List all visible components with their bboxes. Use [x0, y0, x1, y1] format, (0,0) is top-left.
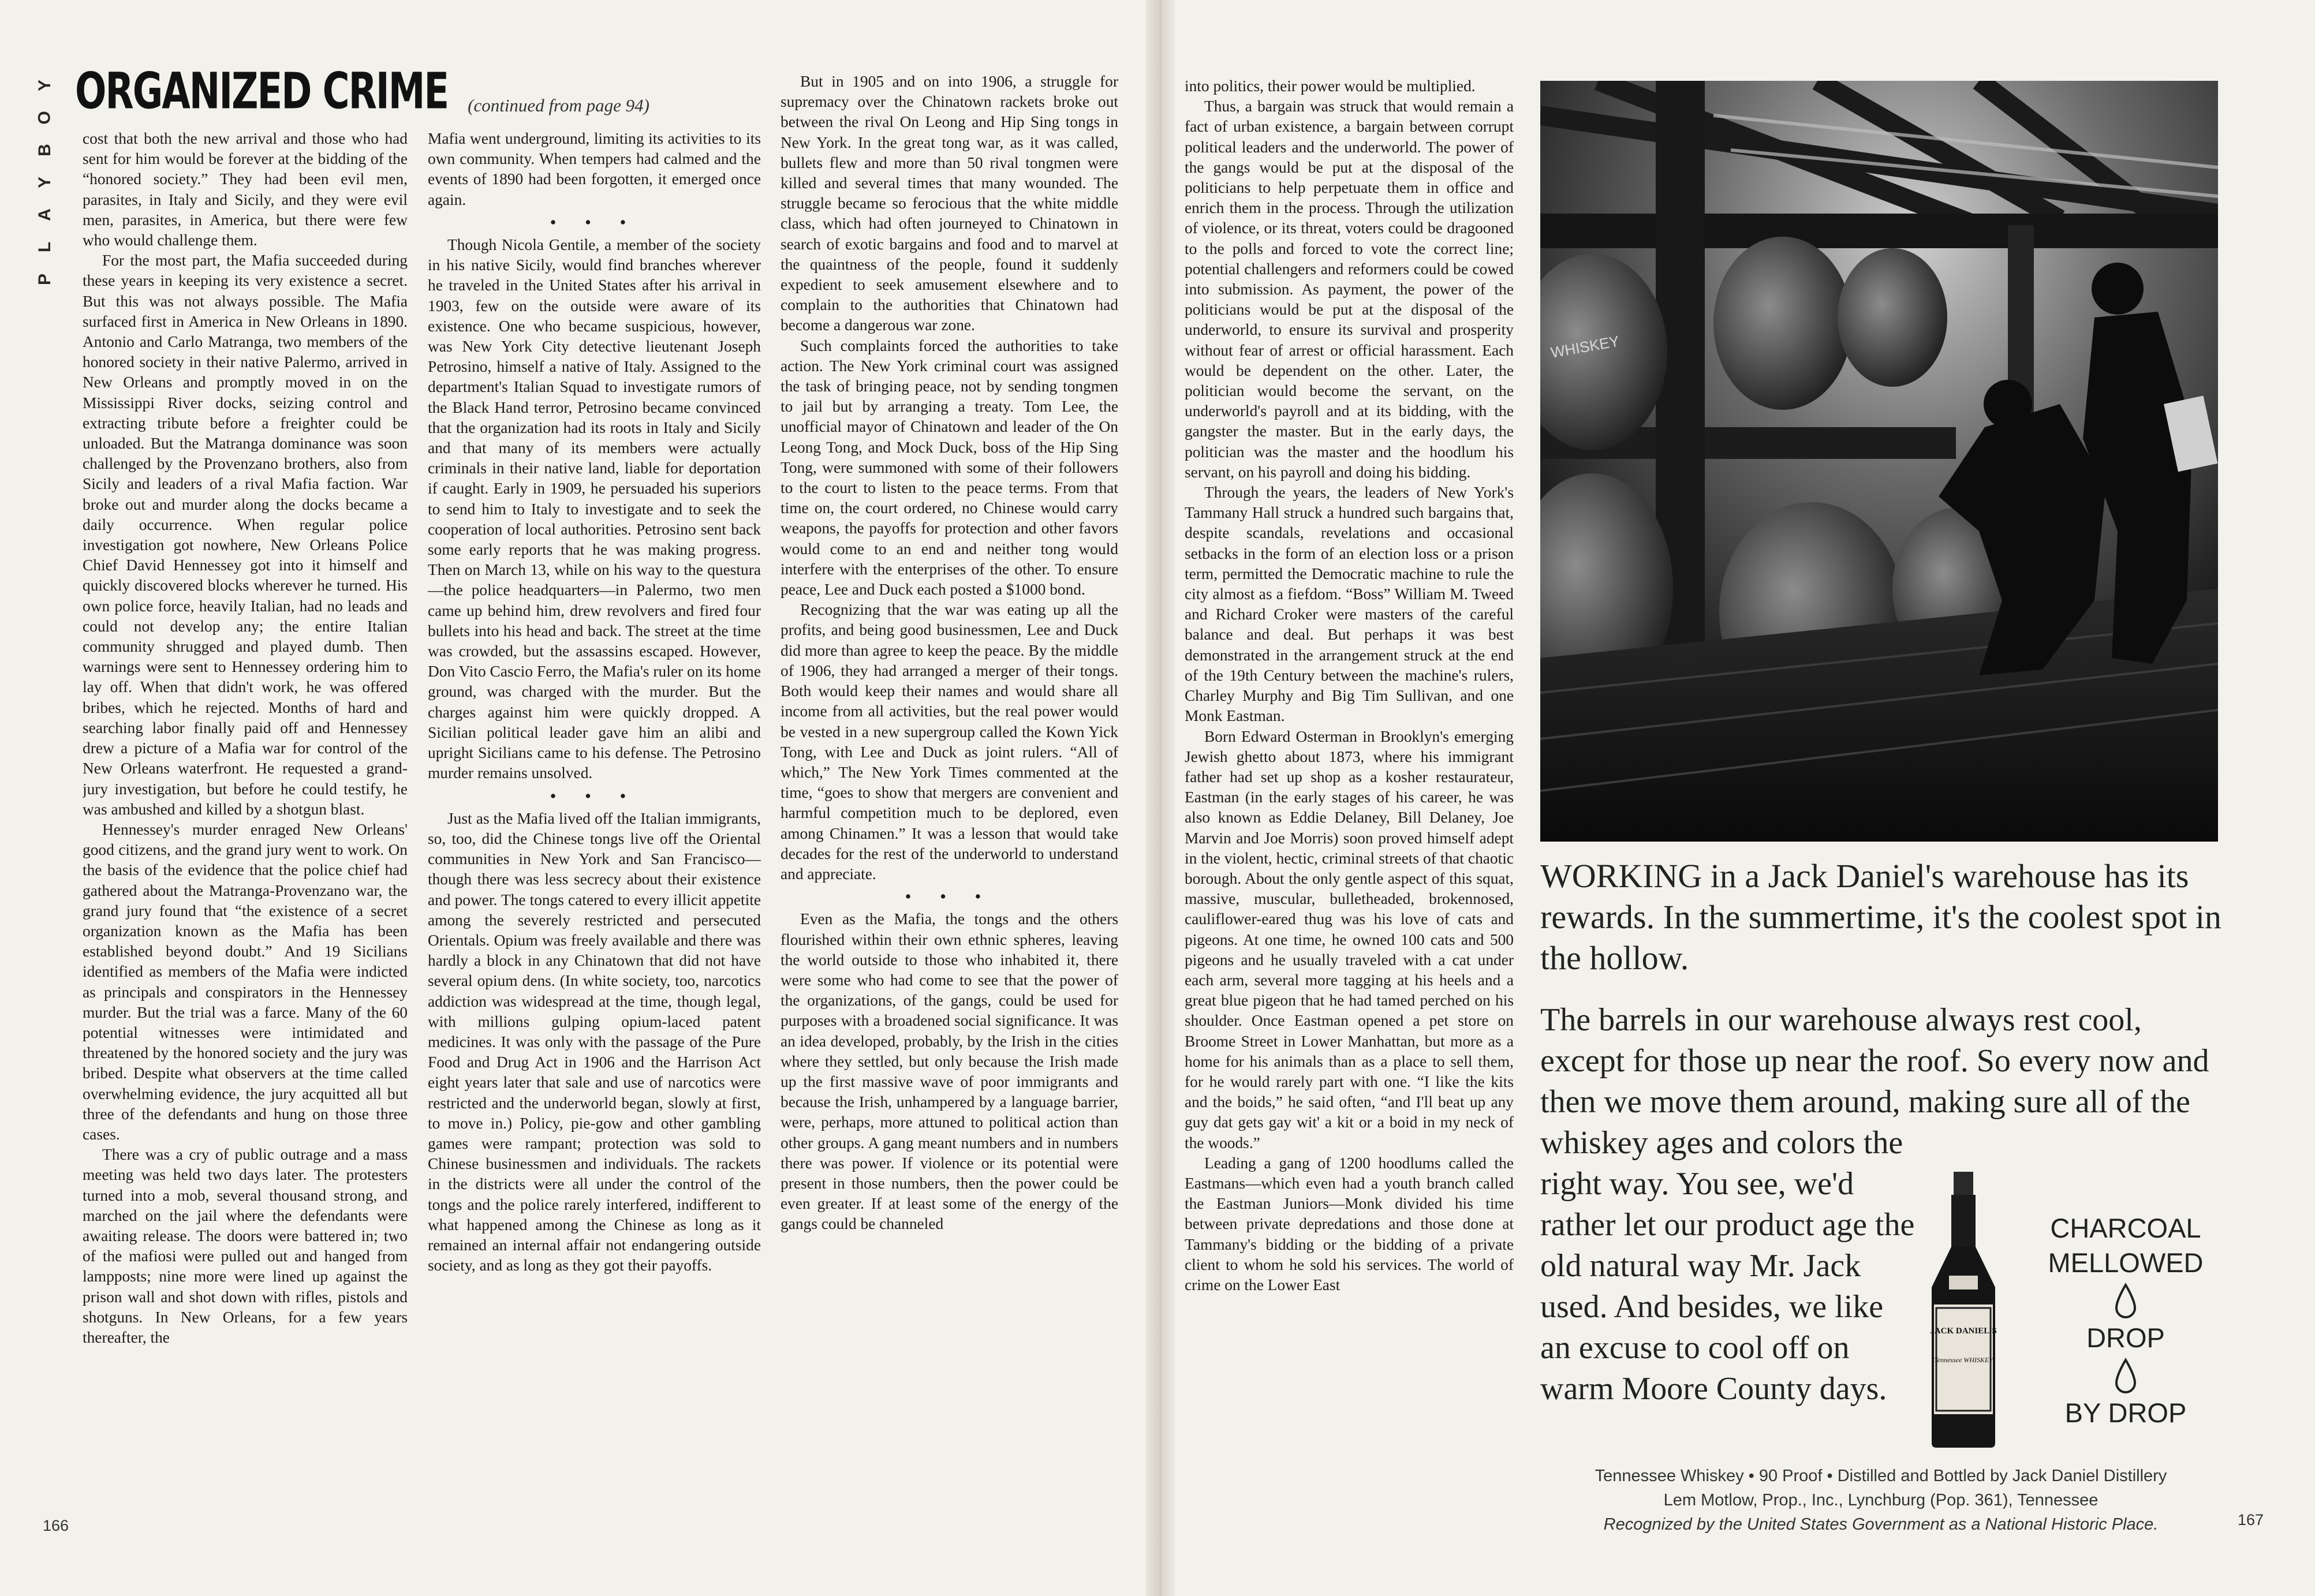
- magazine-name-letter: P: [35, 272, 54, 286]
- droplet-icon: [2028, 1280, 2224, 1321]
- paragraph: Just as the Mafia lived off the Italian immigrants, so, too, did the Chinese tongs live off the Oriental communities in New York and San Francisco—though there was less secrecy about their existence and power. The tongs catered to every illicit appetite among the severely restricted and persecuted Orientals. Opium was freely available and there was hardly a block in any Chinatown that did not have several opium dens. (In white society, too, narcotics addiction was widespread at the time, though legal, with millions gulping opium-laced patent medicines. It was only with the passage of the Pure Food and Drug Act in 1906 and the Harrison Act eight years later that sale and use of narcotics were restricted and the underworld began, slowly at first, to move in.) Policy, pie-gow and other gambling games were rampant; protection was sold to Chinese businessmen and individuals. The rackets in the districts were all under the control of the tongs and the police rarely interfered, indifferent to what happened among the Chinese as long as it remained an internal affair not endangering outside society, and as long as they got their payoffs.: [428, 809, 761, 1274]
- article-header: [75, 63, 649, 136]
- ad-body-narrow: right way. You see, we'd rather let our product age the old natural way Mr. Jack used. And besides, we like an excuse to cool off on warm Moore County days.: [1540, 1166, 1915, 1407]
- article-column-2: [428, 129, 761, 1533]
- magazine-name-letter: L: [35, 240, 54, 253]
- paragraph: Hennessey's murder enraged New Orleans' good citizens, and the grand jury went to work. On the basis of the evidence that the police chief had gathered about the Matranga-Provenzano war, the grand jury found that “the existence of a secret organization known as the Mafia has been established beyond doubt.” And 19 Sicilians identified as members of the Mafia were indicted as principals and conspirators in the Hennessey murder. But the trial was a farce. Many of the 60 potential witnesses were intimidated and threatened by the honored society and the jury was bribed. Despite what observers at the time called overwhelming evidence, the jury acquitted all but three of the defendants and hung on those three cases.: [83, 820, 408, 1143]
- whiskey-bottle-icon: [1926, 1172, 2001, 1449]
- magazine-name-vertical: [33, 75, 57, 289]
- ad-body-wide: The barrels in our warehouse always rest cool, except for those up near the roof. So every now and then we move them around, making sure all of the whiskey ages and colors the: [1540, 1002, 2209, 1161]
- section-break: • • •: [550, 213, 639, 231]
- magazine-name-letter: Y: [35, 175, 54, 189]
- magazine-name-letter: Y: [35, 78, 54, 92]
- drop-text: DROP: [2086, 1322, 2165, 1353]
- magazine-name-letter: A: [35, 207, 54, 221]
- paragraph: Through the years, the leaders of New York's Tammany Hall struck a hundred such bargains that, despite scandals, revelations and occasional setbacks in the form of an election loss or a prison term, permitted the Democratic machine to rule the city almost as a fiefdom. “Boss” William M. Tweed and Richard Croker were masters of the careful balance and deal. But perhaps it was best demonstrated in the arrangement struck at the end of the 19th Century between the machine's rulers, Charley Murphy and Big Tim Sullivan, and one Monk Eastman.: [1185, 484, 1514, 725]
- charcoal-mellowed-badge: [2028, 1211, 2224, 1430]
- paragraph: into politics, their power would be multiplied.: [1185, 77, 1476, 95]
- ad-footer-line-1: Tennessee Whiskey • 90 Proof • Distilled and Bottled by Jack Daniel Distillery: [1595, 1467, 2167, 1485]
- section-break: • • •: [905, 888, 994, 906]
- section-break: • • •: [550, 787, 639, 805]
- paragraph: Though Nicola Gentile, a member of the society in his native Sicily, would find branches wherever he traveled in the United States after his arrival in 1903, few on the outside were aware of its existence. One who became suspicious, however, was New York City detective lieutenant Joseph Petrosino, himself a native of Italy. Assigned to the department's Italian Squad to investigate rumors of the Black Hand terror, Petrosino became convinced that the organization had its roots in Italy and Sicily and that many of its members were actually criminals in their native land, liable for deportation if caught. Early in 1909, he persuaded his superiors to send him to Italy to investigate and to seek the cooperation of local authorities. Petrosino sent back some early reports that he was making progress. Then on March 13, while on his way to the questura—the police headquarters—in Palermo, two men came up behind him, drew revolvers and fired four bullets into his head and back. The street at the time was crowded, but the assassins escaped. However, Don Vito Cascio Ferro, the Mafia's ruler on its home ground, was charged with the murder. But the charges against him were quickly dropped. A Sicilian political leader gave him an alibi and upright Sicilians came to his defense. The Petrosino murder remains unsolved.: [428, 236, 761, 782]
- bottle-label: JACK DANIEL'S: [1930, 1326, 1997, 1336]
- ad-footer: [1540, 1464, 2221, 1537]
- paragraph: For the most part, the Mafia succeeded during these years in keeping its very existence a secret. But this was not always possible. The Mafia surfaced first in America in New Orleans in 1890. Antonio and Carlo Matranga, two members of the honored society in their native Palermo, arrived in New Orleans and promptly moved in on the Mississippi River docks, seizing control and extracting tribute before a freighter could be unloaded. But the Matranga dominance was soon challenged by the Provenzano brothers, also from Sicily and leaders of a rival Mafia faction. War broke out and murder along the docks became a daily occurrence. When regular police investigation got nowhere, New Orleans Police Chief David Hennessey got into it himself and quickly discovered blocks wherever he turned. His own police force, heavily Italian, had no leads and could not develop any; the entire Italian community shrugged and played dumb. Then warnings were sent to Hennessey ordering him to lay off. When that didn't work, he was offered bribes, which he rejected. Months of hard and searching labor finally paid off and Hennessey drew a picture of a Mafia war for control of the New Orleans waterfront. He requested a grand-jury investigation, but before he could testify, he was ambushed and killed by a shotgun blast.: [83, 252, 408, 818]
- page-number-left: 166: [43, 1517, 69, 1534]
- magazine-name-letter: B: [35, 143, 54, 156]
- paragraph: But in 1905 and on into 1906, a struggle for supremacy over the Chinatown rackets broke out between the rival On Leong and Hip Sing tongs in New York. In the great tong war, as it was called, bullets flew and more than 50 rival tongmen were killed and several times that many wounded. The struggle became so ferocious that the white middle class, which had often journeyed to Chinatown in search of exotic bargains and food and to marvel at the quaintness of the people, found it suddenly expedient to seek amusement elsewhere and to complain to the authorities that Chinatown had become a dangerous war zone.: [781, 73, 1118, 334]
- article-column-3: [781, 72, 1118, 1533]
- bottle-label-sub: Tennessee WHISKEY: [1934, 1356, 1993, 1364]
- paragraph: Such complaints forced the authorities to take action. The New York criminal court was assigned the task of bringing peace, not by sending tongmen to jail but by arranging a treaty. Tom Lee, the unofficial mayor of Chinatown and leader of the On Leong Tong, and Mock Duck, boss of the Hip Sing Tong, were summoned with some of their followers to the court to listen to the peace terms. From that time on, the court ordered, no Chinese would carry weapons, the payoffs for protection and other favors would come to an end and neither tong would interfere with the enterprises of the other. To ensure peace, Lee and Duck each posted a $1000 bond.: [781, 337, 1118, 599]
- mellowed-text: MELLOWED: [2048, 1247, 2204, 1278]
- paragraph: Even as the Mafia, the tongs and the others flourished within their own ethnic spheres, leaving the world outside to those who inhabited it, there were some who had come to see that the power of the organizations, of the gangs, could be used for purposes with a broadened social significance. It was an idea developed, probably, by the Irish in the cities where they settled, but only because the Irish made up the first massive wave of poor immigrants and because the Irish, unhampered by a language barrier, were, perhaps, more attuned to political action than other groups. A gang meant numbers and in numbers there was power. If violence or its potential were present in those numbers, then the power could be even greater. If at least some of the energy of the gangs could be channeled: [781, 910, 1118, 1233]
- paragraph: There was a cry of public outrage and a mass meeting was held two days later. The protesters turned into a mob, several thousand strong, and marched on the jail where the defendants were awaiting release. The doors were battered in; two of the mafiosi were pulled out and hanged from lampposts; nine more were lined up against the prison wall and shot down with rifles, pistols and shotguns. In New Orleans, for a few years thereafter, the: [83, 1146, 408, 1346]
- page-number-right: 167: [2238, 1511, 2264, 1528]
- continued-note: (continued from page 94): [468, 95, 649, 115]
- paragraph: Recognizing that the war was eating up all the profits, and being good businessmen, Lee and Duck did more than agree to keep the peace. By the middle of 1906, they had arranged a merger of their tongs. Both would keep their names and would share all income from all activities, but the real power would be vested in a new supergroup called the Kown Yick Tong, with Lee and Duck as joint rulers. “All of which,” The New York Times commented at the time, “goes to show that mergers are convenient and harmful competition much to be deplored, even among Chinamen.” It was a lesson that would take decades for the rest of the underworld to understand and appreciate.: [781, 601, 1118, 883]
- warehouse-photo: [1540, 81, 2218, 842]
- droplet-icon: [2028, 1355, 2224, 1396]
- paragraph: Mafia went underground, limiting its activities to its own community. When tempers had calmed and the events of 1890 had been forgotten, it emerged once again.: [428, 130, 761, 208]
- barrel-stencil: WHISKEY: [1549, 332, 1621, 361]
- paragraph: Born Edward Osterman in Brooklyn's emerging Jewish ghetto about 1873, where his immigrant father had set up shop as a kosher restaurateur, Eastman (in the early stages of his career, he was also known as Eddie Delaney, Bill Delaney, Joe Marvin and Joe Morris) soon proved himself adept in the violent, hectic, criminal streets of that chaotic borough. About the only gentle aspect of this squat, massive, muscular, bulletheaded, brokennosed, cauliflower-eared thug was his love of cats and pigeons. At one time, he owned 100 cats and 500 pigeons and he usually traveled with a cat under each arm, several more tagging at his heels and a great blue pigeon that he had tamed perched on his shoulder. Once Eastman opened a pet store on Broome Street in Lower Manhattan, but more as a home for his animals than as a place to sell them, for he would rarely part with one. “I like the kits and the boids,” he said often, “and I'll beat up any guy dat gets gay wit' a kit or a boid in my neck of the woods.”: [1185, 727, 1514, 1152]
- article-title: ORGANIZED CRIME: [75, 63, 449, 121]
- article-column-1: [83, 129, 408, 1533]
- ad-footer-line-2: Lem Motlow, Prop., Inc., Lynchburg (Pop. 361), Tennessee: [1663, 1491, 2099, 1509]
- ad-headline: WORKING in a Jack Daniel's warehouse has its rewards. In the summertime, it's the coolest spot in the hollow.: [1540, 857, 2221, 977]
- page-gutter: [1146, 0, 1175, 1596]
- by-drop-text: BY DROP: [2064, 1397, 2187, 1428]
- charcoal-text: CHARCOAL: [2050, 1213, 2201, 1243]
- paragraph: Thus, a bargain was struck that would remain a fact of urban existence, a bargain between corrupt political leaders and the underworld. The power of the gangs would be put at the disposal of the politicians to help perpetuate them in office and enrich them in the process. Through the utilization of violence, or its threat, voters could be dragooned to the polls and forced to vote the correct line; potential challengers and reformers could be cowed into submission. As payment, the power of the politicians would be put at the disposal of the underworld, to ensure its survival and prosperity without fear of arrest or official harassment. Each would be dependent on the other. Later, the politician would become the servant, on the underworld's payroll and at its bidding, with the gangster the master. But in the early days, the politician was the master and the hoodlum his servant, on his payroll and doing his bidding.: [1185, 98, 1514, 481]
- ad-footer-line-3: Recognized by the United States Government as a National Historic Place.: [1603, 1515, 2159, 1534]
- magazine-name-letter: O: [35, 110, 54, 125]
- paragraph: Leading a gang of 1200 hoodlums called the Eastmans—which even had a youth branch called the Eastman Juniors—Monk divided his time between private depredations and those done at Tammany's bidding or the bidding of a private client to whom he sold his services. The world of crime on the Lower East: [1185, 1154, 1514, 1294]
- paragraph: cost that both the new arrival and those who had sent for him would be forever at the bidding of the “honored society.” They had been evil men, parasites, in Italy and Sicily, and they were evil men, parasites, in America, but there were few who would challenge them.: [83, 130, 408, 249]
- article-column-4: [1185, 76, 1514, 1533]
